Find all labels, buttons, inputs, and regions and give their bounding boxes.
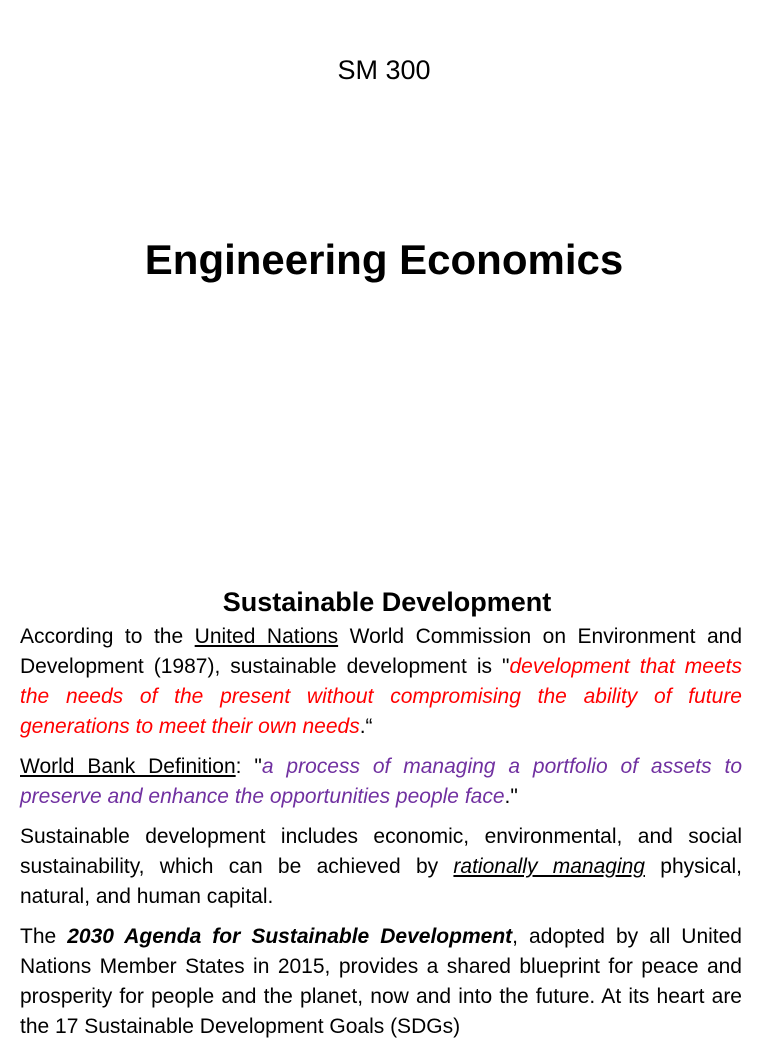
paragraph-un-definition (20, 622, 742, 742)
world-bank-label: World Bank Definition (20, 755, 236, 778)
content-slide (0, 560, 768, 1038)
course-code: SM 300 (337, 55, 431, 85)
text-run: According to the (20, 625, 195, 648)
paragraph-world-bank (20, 752, 742, 812)
rationally-managing-emphasis: rationally managing (453, 855, 645, 878)
text-run: physical, natural, and human capital. (20, 855, 742, 908)
course-title: Engineering Economics (144, 236, 624, 283)
text-run: Sustainable development includes economic, environmental, and social sustainability, which can be achieved by (20, 825, 742, 878)
united-nations-link[interactable]: United Nations (194, 625, 339, 648)
un-definition-quote: development that meets the needs of the present without compromising the ability of future generations to meet their own needs (20, 655, 742, 738)
paragraph-sustainability (20, 822, 742, 912)
text-run: .“ (359, 715, 373, 738)
text-run: World Commission on Environment and Development (1987), sustainable development is " (20, 625, 743, 678)
paragraph-2030-agenda (20, 922, 742, 1042)
agenda-title: 2030 Agenda for Sustainable Development (67, 925, 513, 948)
world-bank-quote: a process of managing a portfolio of assets to preserve and enhance the opportunities people face (20, 755, 743, 808)
slide-body (20, 622, 742, 1052)
text-run: ." (504, 785, 518, 808)
section-heading: Sustainable Development (222, 587, 552, 617)
text-run: : " (235, 755, 262, 778)
text-run: The (20, 925, 68, 948)
text-run: , adopted by all United Nations Member States in 2015, provides a shared blueprint for peace and prosperity for people and the planet, now and into the future. At its heart are the 17 Sustainable Development Goals (SDGs) (20, 925, 742, 1038)
